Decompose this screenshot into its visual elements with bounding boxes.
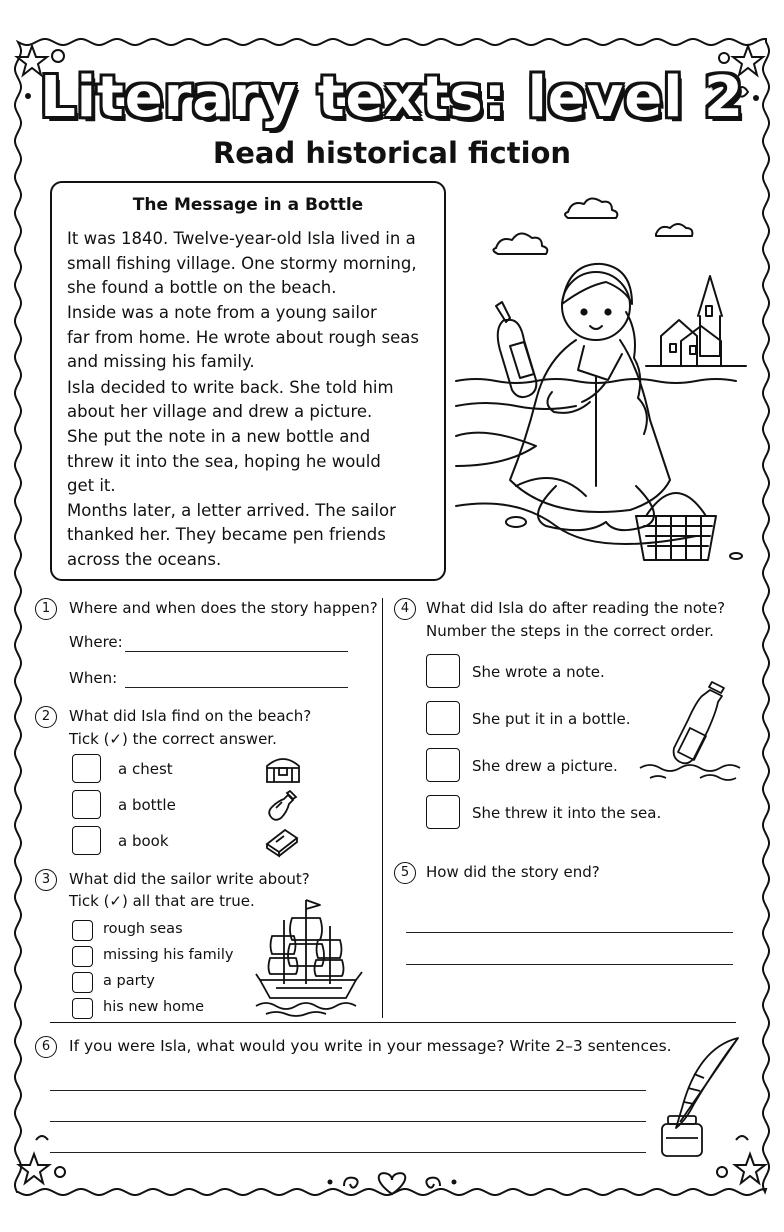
story-line: across the oceans. — [67, 550, 222, 569]
story-line: about her village and drew a picture. — [67, 402, 373, 421]
story-line: Inside was a note from a young sailor — [67, 303, 377, 322]
question-instruction: Number the steps in the correct order. — [426, 622, 714, 640]
book-icon — [264, 826, 300, 856]
question-text: If you were Isla, what would you write in your message? Write 2–3 sentences. — [69, 1037, 672, 1055]
checkbox-book[interactable] — [72, 826, 101, 855]
option-label: rough seas — [103, 921, 183, 937]
girl-with-bottle-illustration — [456, 186, 756, 576]
question-instruction: Tick (✓) all that are true. — [69, 892, 255, 910]
question-text: How did the story end? — [426, 863, 600, 881]
page-title: Literary texts: level 2 — [40, 65, 744, 130]
column-divider — [382, 598, 383, 1018]
story-line: small fishing village. One stormy morning, — [67, 254, 417, 273]
checkbox-bottle[interactable] — [72, 790, 101, 819]
floating-bottle-icon — [640, 678, 746, 788]
answer-line[interactable] — [50, 1152, 646, 1153]
answer-line[interactable] — [406, 932, 733, 933]
step-label: She drew a picture. — [472, 757, 618, 775]
checkbox-missing-family[interactable] — [72, 946, 93, 967]
step-number-box[interactable] — [426, 654, 460, 688]
step-number-box[interactable] — [426, 701, 460, 735]
story-line: She put the note in a new bottle and — [67, 427, 371, 446]
option-label: missing his family — [103, 947, 234, 963]
story-line: get it. — [67, 476, 116, 495]
story-line: It was 1840. Twelve-year-old Isla lived in a — [67, 229, 416, 248]
option-label: a book — [118, 832, 169, 850]
question-text: What did the sailor write about? — [69, 870, 310, 888]
chest-icon — [264, 754, 302, 786]
star-doodle-icon — [14, 1132, 84, 1192]
question-number: 1 — [35, 598, 57, 620]
question-number: 2 — [35, 706, 57, 728]
page-subtitle: Read historical fiction — [212, 136, 572, 170]
question-text: What did Isla find on the beach? — [69, 707, 312, 725]
option-label: a chest — [118, 760, 173, 778]
story-line: Isla decided to write back. She told him — [67, 378, 394, 397]
quill-and-inkwell-icon — [654, 1034, 744, 1158]
answer-line[interactable] — [50, 1090, 646, 1091]
story-line: far from home. He wrote about rough seas — [67, 328, 419, 347]
question-number: 3 — [35, 869, 57, 891]
story-line: Months later, a letter arrived. The sailor — [67, 501, 396, 520]
question-number: 6 — [35, 1036, 57, 1058]
question-text: Where and when does the story happen? — [69, 599, 378, 617]
checkbox-chest[interactable] — [72, 754, 101, 783]
checkbox-party[interactable] — [72, 972, 93, 993]
when-answer-line[interactable] — [125, 687, 348, 688]
option-label: a party — [103, 973, 155, 989]
step-number-box[interactable] — [426, 748, 460, 782]
section-divider — [50, 1022, 736, 1023]
question-text: What did Isla do after reading the note? — [426, 599, 726, 617]
where-label: Where: — [69, 633, 123, 651]
question-number: 4 — [394, 598, 416, 620]
sailing-ship-icon — [256, 896, 362, 1016]
step-number-box[interactable] — [426, 795, 460, 829]
heart-divider-icon — [322, 1168, 462, 1198]
question-number: 5 — [394, 862, 416, 884]
where-answer-line[interactable] — [125, 651, 348, 652]
story-line: threw it into the sea, hoping he would — [67, 452, 381, 471]
step-label: She put it in a bottle. — [472, 710, 631, 728]
story-title: The Message in a Bottle — [132, 195, 364, 215]
question-instruction: Tick (✓) the correct answer. — [69, 730, 277, 748]
story-line: thanked her. They became pen friends — [67, 525, 386, 544]
answer-line[interactable] — [406, 964, 733, 965]
story-line: she found a bottle on the beach. — [67, 278, 337, 297]
checkbox-new-home[interactable] — [72, 998, 93, 1019]
bottle-icon — [266, 788, 300, 822]
step-label: She wrote a note. — [472, 663, 605, 681]
option-label: his new home — [103, 999, 205, 1015]
option-label: a bottle — [118, 796, 176, 814]
checkbox-rough-seas[interactable] — [72, 920, 93, 941]
step-label: She threw it into the sea. — [472, 804, 662, 822]
story-line: and missing his family. — [67, 352, 255, 371]
answer-line[interactable] — [50, 1121, 646, 1122]
when-label: When: — [69, 669, 118, 687]
